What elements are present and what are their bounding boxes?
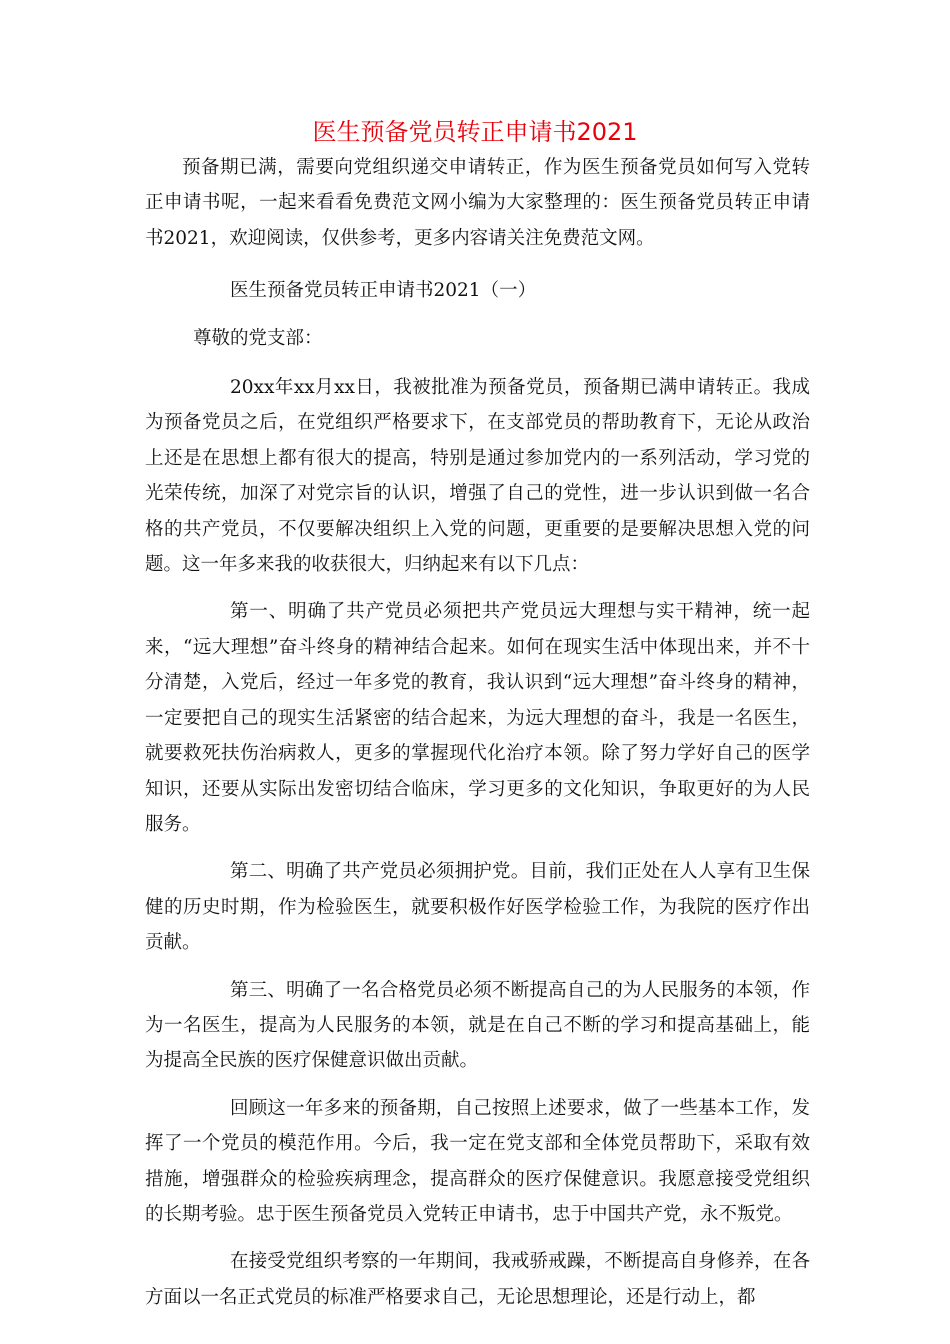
- salutation: 尊敬的党支部：: [193, 327, 323, 349]
- body-paragraph: 第三、明确了一名合格党员必须不断提高自己的为人民服务的本领，作为一名医生，提高为人民服务的本领，就是在自己不断的学习和提高基础上，能为提高全民族的医疗保健意识做出贡献。: [145, 979, 810, 1072]
- body-paragraph: 在接受党组织考察的一年期间，我戒骄戒躁，不断提高自身修养，在各方面以一名正式党员的标准严格要求自己，无论思想理论，还是行动上，都: [145, 1251, 810, 1308]
- section-subheading: 医生预备党员转正申请书2021（一）: [230, 280, 537, 302]
- body-paragraph: 第二、明确了共产党员必须拥护党。目前，我们正处在人人享有卫生保健的历史时期，作为检验医生，就要积极作好医学检验工作，为我院的医疗作出贡献。: [145, 861, 810, 954]
- document-title: 医生预备党员转正申请书2021: [312, 118, 638, 146]
- body-paragraph: 回顾这一年多来的预备期，自己按照上述要求，做了一些基本工作，发挥了一个党员的模范作用。今后，我一定在党支部和全体党员帮助下，采取有效措施，增强群众的检验疾病理念，提高群众的医疗保健意识。我愿意接受党组织的长期考验。忠于医生预备党员入党转正申请书，忠于中国共产党，永不叛党。: [145, 1097, 810, 1225]
- document-body: [145, 150, 810, 1315]
- body-paragraph: 第一、明确了共产党员必须把共产党员远大理想与实干精神，统一起来，“远大理想”奋斗终身的精神结合起来。如何在现实生活中体现出来，并不十分清楚，入党后，经过一年多党的教育，我认识到“远大理想”奋斗终身的精神，一定要把自己的现实生活紧密的结合起来，为远大理想的奋斗，我是一名医生，就要救死扶伤治病救人，更多的掌握现代化治疗本领。除了努力学好自己的医学知识，还要从实际出发密切结合临床，学习更多的文化知识，争取更好的为人民服务。: [145, 601, 810, 835]
- body-paragraph: 20xx年xx月xx日，我被批准为预备党员，预备期已满申请转正。我成为预备党员之后，在党组织严格要求下，在支部党员的帮助教育下，无论从政治上还是在思想上都有很大的提高，特别是通过参加党内的一系列活动，学习党的光荣传统，加深了对党宗旨的认识，增强了自己的党性，进一步认识到做一名合格的共产党员，不仅要解决组织上入党的问题，更重要的是要解决思想入党的问题。这一年多来我的收获很大，归纳起来有以下几点：: [145, 377, 810, 576]
- intro-paragraph: 预备期已满，需要向党组织递交申请转正，作为医生预备党员如何写入党转正申请书呢，一起来看看免费范文网小编为大家整理的：医生预备党员转正申请书2021，欢迎阅读，仅供参考，更多内容请关注免费范文网。: [145, 157, 810, 249]
